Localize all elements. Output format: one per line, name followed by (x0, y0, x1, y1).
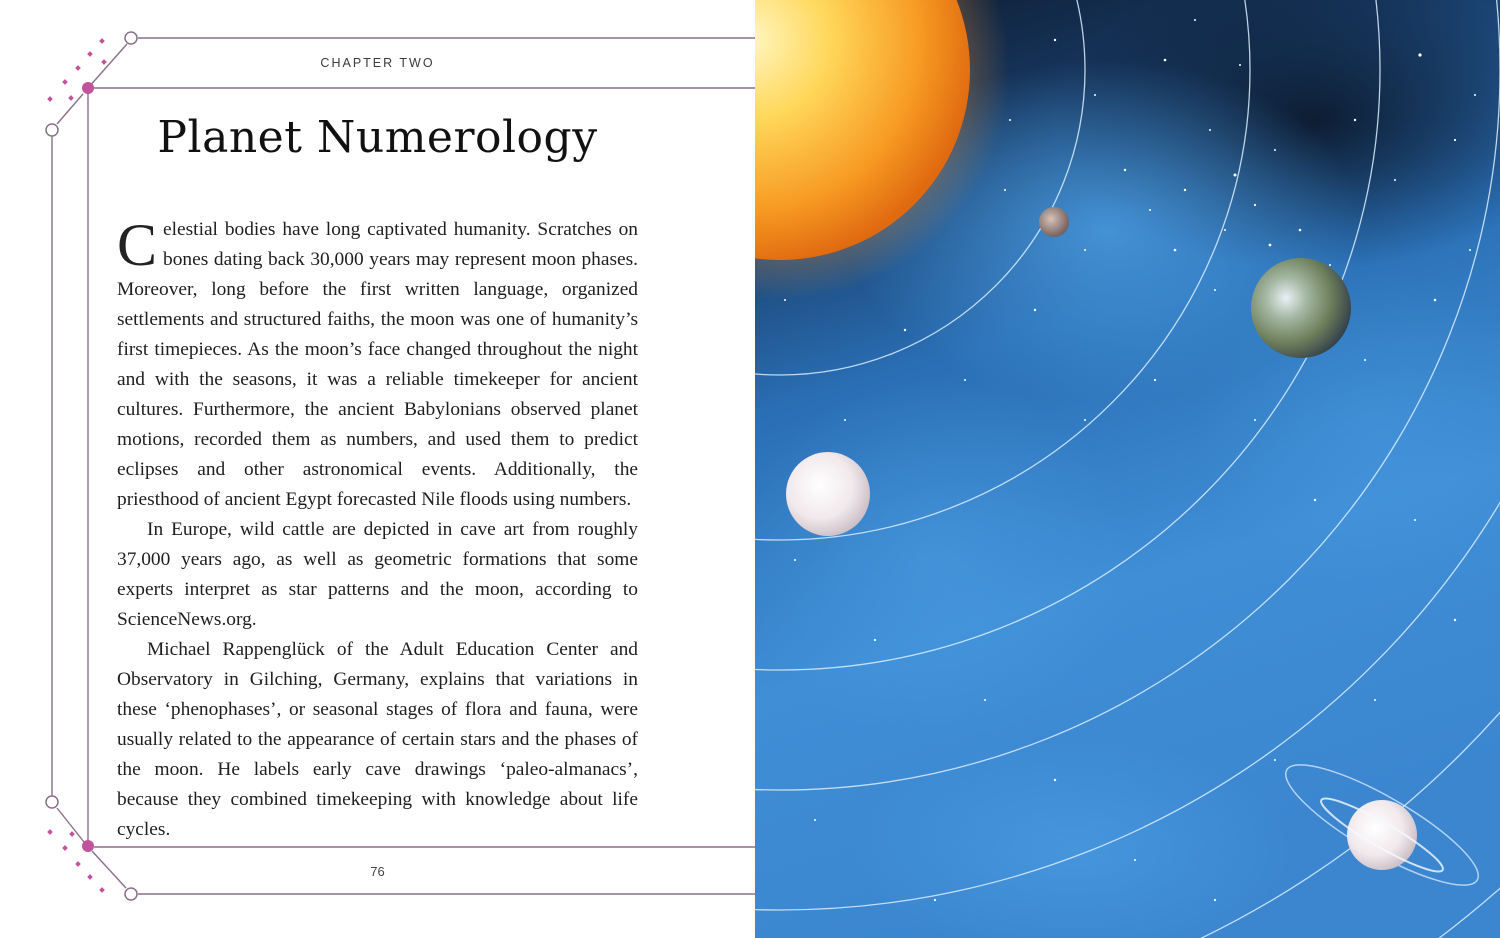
body-text (117, 212, 638, 845)
decorative-dots (47, 38, 107, 893)
small-planet (1039, 207, 1069, 237)
space-scene (755, 0, 1500, 938)
frame-node-circle (125, 888, 137, 900)
paragraph-text: elestial bodies have long captivated humanity. Scratches on bones dating back 30,000 years may represent moon phases. Moreover, long before the first written language, organized settlements and structured faiths, the moon was one of humanity’s first timepieces. As the moon’s face changed throughout the night and with the seasons, it was a reliable timekeeper for ancient cultures. Furthermore, the ancient Babylonians observed planet motions, recorded them as numbers, and used them to predict eclipses and other astronomical events. Additionally, the priesthood of ancient Egypt forecasted Nile floods using numbers. (117, 219, 638, 510)
frame-node-filled (82, 840, 94, 852)
white-planet (786, 452, 870, 536)
earth-planet (1251, 258, 1351, 358)
paragraph (117, 212, 638, 515)
page-number: 76 (370, 864, 385, 879)
paragraph: In Europe, wild cattle are depicted in cave art from roughly 37,000 years ago, as well as geometric formations that some experts interpret as star patterns and the moon, according to ScienceNews.org. (117, 519, 638, 630)
solar-system-illustration (755, 0, 1500, 938)
page-title: Planet Numerology (157, 112, 598, 163)
paragraph: Michael Rappenglück of the Adult Education Center and Observatory in Gilching, Germany, explains that variations in these ‘phenophases’, or seasonal stages of flora and fauna, were usually related to the appearance of certain stars and the phases of the moon. He labels early cave drawings ‘paleo-almanacs’, because they combined timekeeping with knowledge about life cycles. (117, 639, 638, 840)
frame-node-filled (82, 82, 94, 94)
drop-cap: C (117, 212, 158, 278)
chapter-label: CHAPTER TWO (320, 56, 435, 70)
frame-node-circle (46, 796, 58, 808)
frame-node-circle (125, 32, 137, 44)
